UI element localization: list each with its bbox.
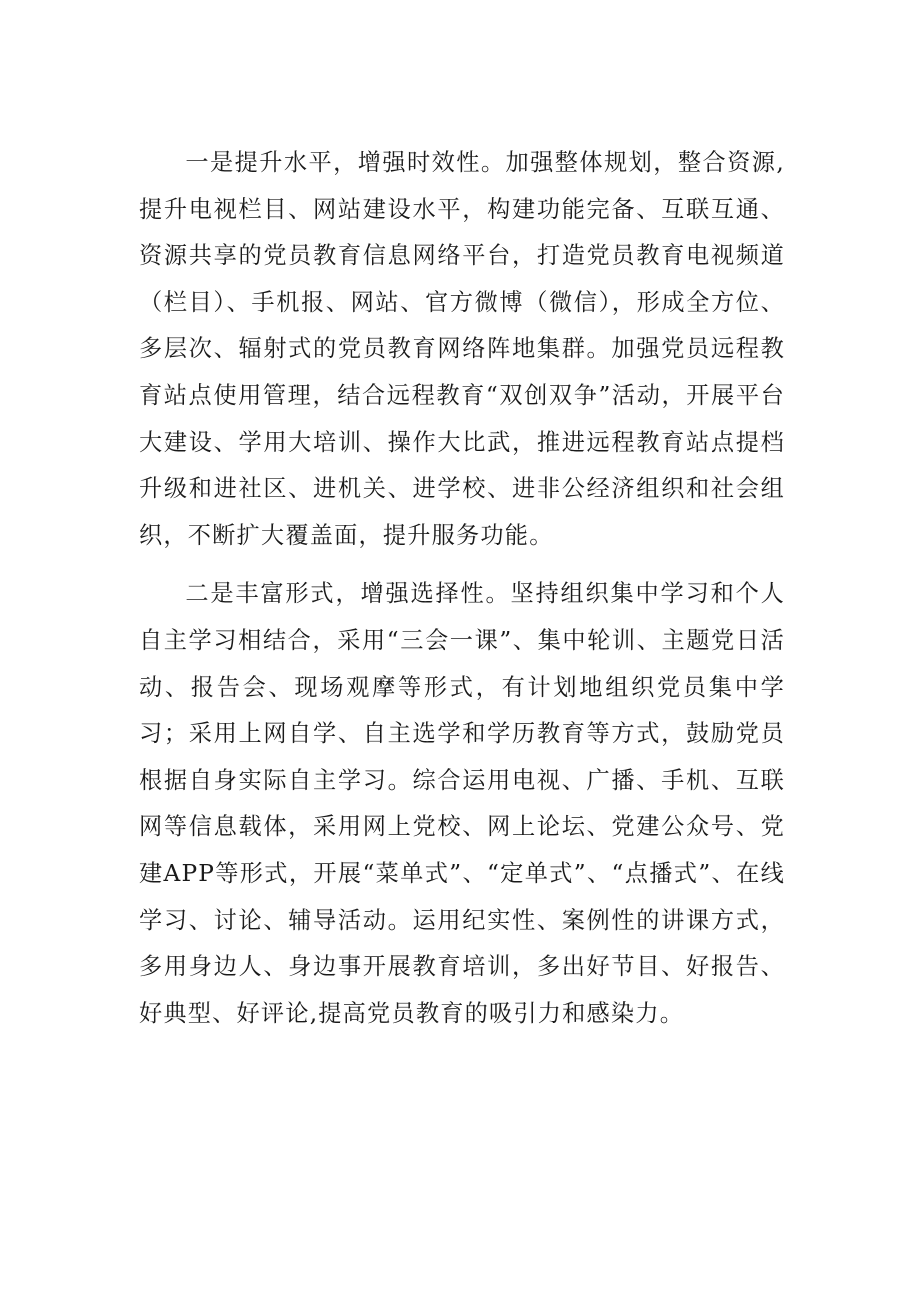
- document-body: [139, 140, 785, 1037]
- paragraph-2: 二是丰富形式，增强选择性。坚持组织集中学习和个人自主学习相结合，采用“三会一课”、集中轮训、主题党日活动、报告会、现场观摩等形式，有计划地组织党员集中学习；采用上网自学、自主选学和学历教育等方式，鼓励党员根据自身实际自主学习。综合运用电视、广播、手机、互联网等信息载体，采用网上党校、网上论坛、党建公众号、党建APP等形式，开展“菜单式”、“定单式”、“点播式”、在线学习、讨论、辅导活动。运用纪实性、案例性的讲课方式，多用身边人、身边事开展教育培训，多出好节目、好报告、好典型、好评论,提高党员教育的吸引力和感染力。: [139, 580, 785, 1027]
- paragraph-1: 一是提升水平，增强时效性。加强整体规划，整合资源,提升电视栏目、网站建设水平，构建功能完备、互联互通、资源共享的党员教育信息网络平台，打造党员教育电视频道（栏目）、手机报、网站、官方微博（微信），形成全方位、多层次、辐射式的党员教育网络阵地集群。加强党员远程教育站点使用管理，结合远程教育“双创双争”活动，开展平台大建设、学用大培训、操作大比武，推进远程教育站点提档升级和进社区、进机关、进学校、进非公经济组织和社会组织，不断扩大覆盖面，提升服务功能。: [139, 149, 785, 549]
